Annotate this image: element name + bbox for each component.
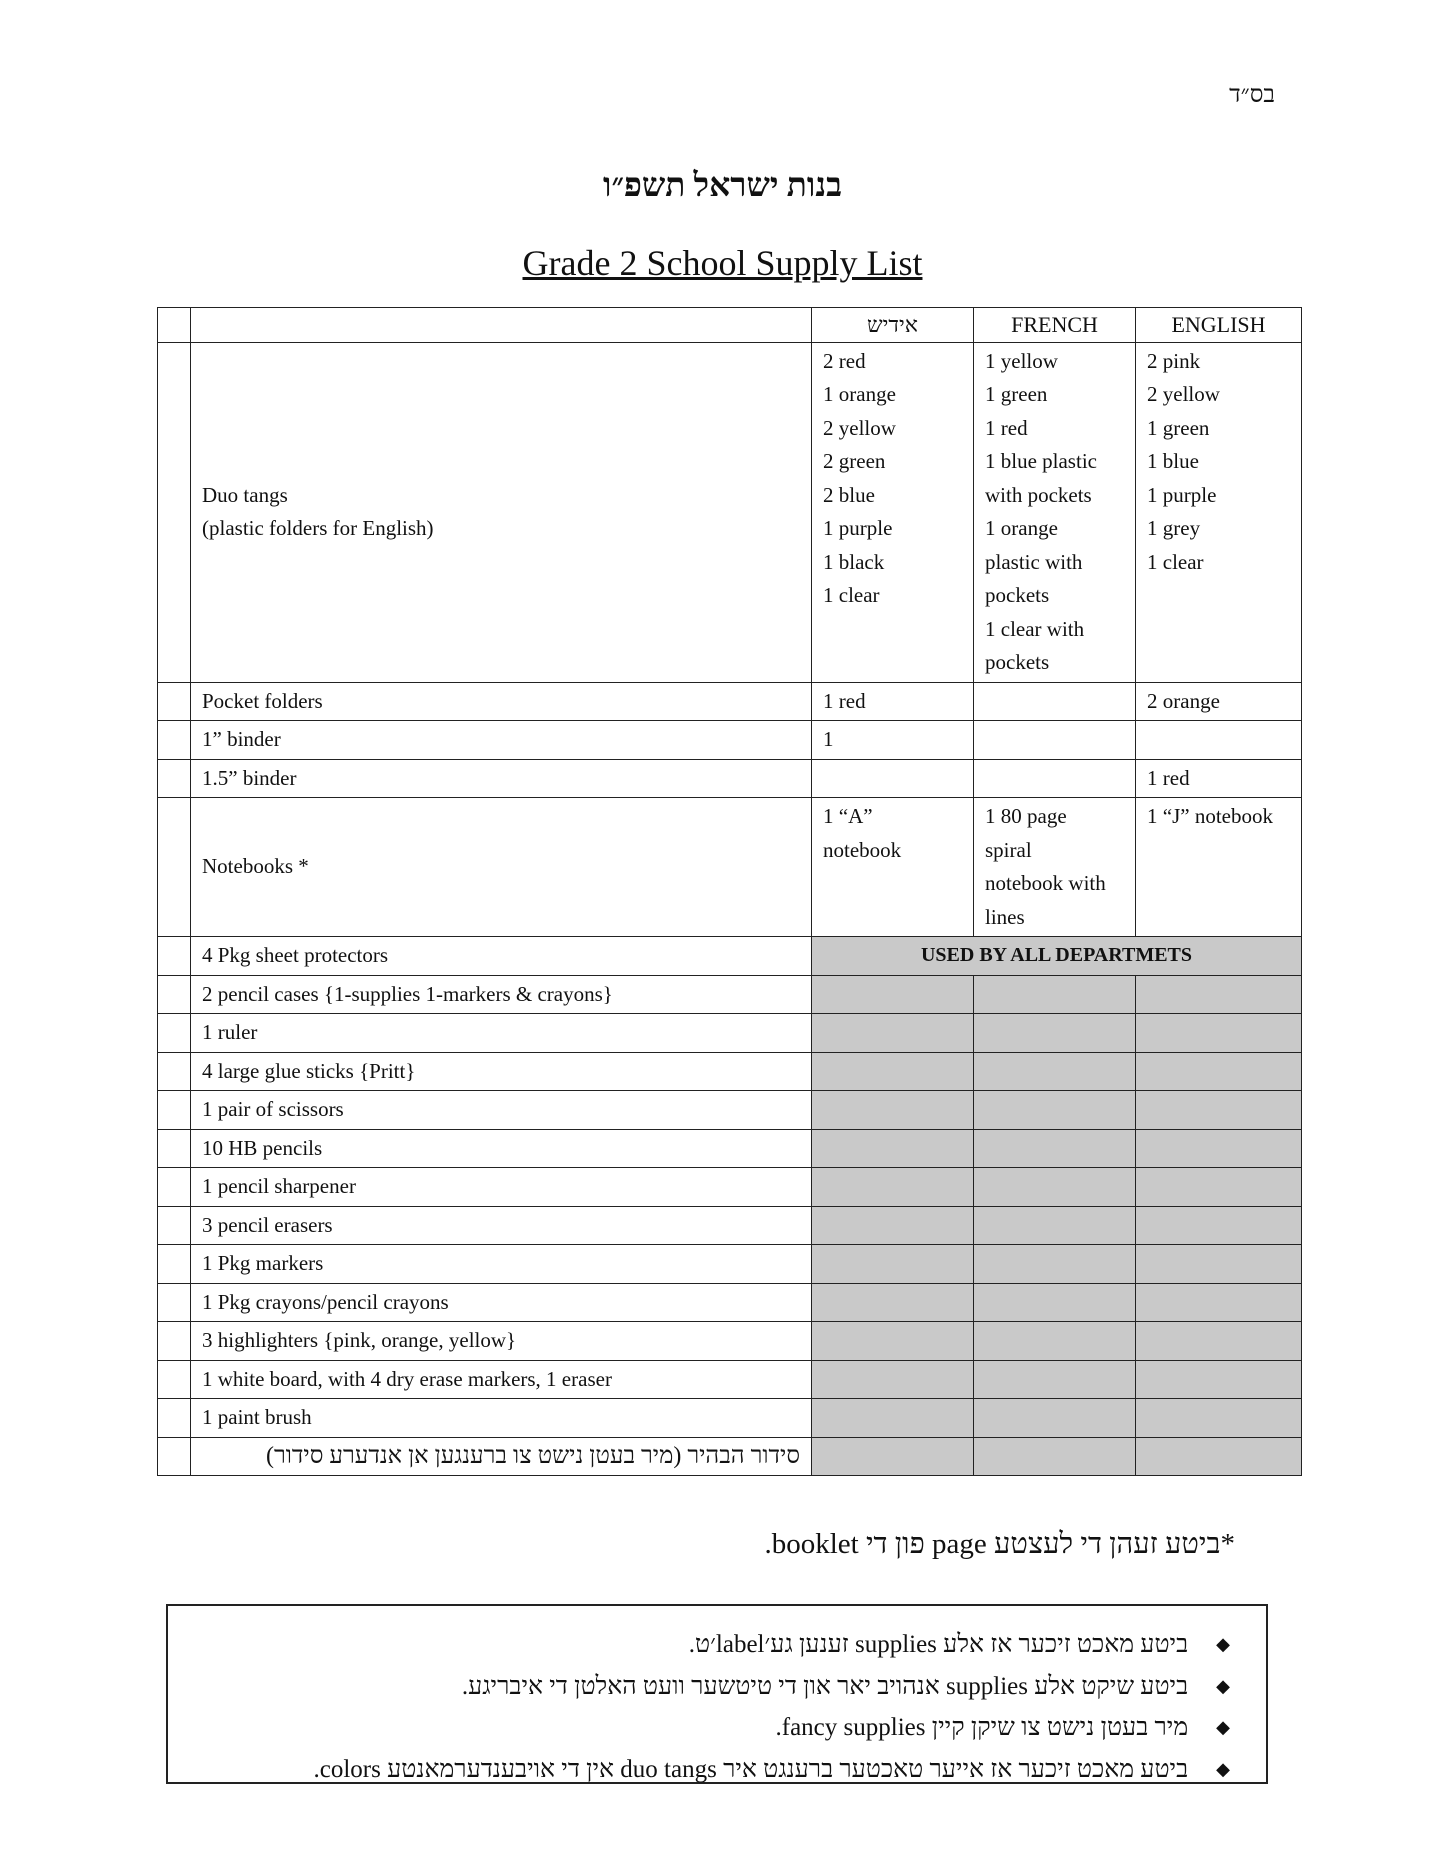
- corner-mark: בס״ד: [1229, 82, 1275, 108]
- french-cell: [974, 342, 1136, 682]
- note-item: [168, 1707, 1230, 1749]
- note-text: ביטע שיקט אלע supplies אנהויב יאר און די טיטשער וועט האלטן די איבריגע.: [461, 1672, 1189, 1700]
- item-cell: [191, 721, 812, 760]
- shaded-cell: [1136, 1206, 1302, 1245]
- shaded-cell: [974, 1091, 1136, 1130]
- shaded-cell: [974, 1360, 1136, 1399]
- cell-line: with pockets: [985, 482, 1092, 507]
- french-cell: [974, 682, 1136, 721]
- shaded-cell: [1136, 1052, 1302, 1091]
- cell-line: 1 “J” notebook: [1147, 804, 1273, 828]
- yiddish-cell: [812, 342, 974, 682]
- table-row: [158, 798, 1302, 937]
- table-row: [158, 975, 1302, 1014]
- note-text: מיר בעטן נישט צו שיקן קיין fancy supplies.: [775, 1714, 1189, 1741]
- item-cell: 3 highlighters {pink, orange, yellow}: [191, 1322, 812, 1361]
- footnote: *ביטע זעהן די לעצטע page פון די booklet.: [764, 1528, 1235, 1560]
- table-row: [158, 1129, 1302, 1168]
- blank-cell: [158, 937, 191, 976]
- cell-line: notebook with: [985, 871, 1106, 895]
- item-cell: 1 paint brush: [191, 1399, 812, 1438]
- shaded-cell: [812, 1283, 974, 1322]
- diamond-bullet-icon: ◆: [1216, 1634, 1230, 1654]
- shaded-cell: [974, 1052, 1136, 1091]
- table-row: [158, 937, 1302, 976]
- blank-cell: [158, 1399, 191, 1438]
- blank-cell: [158, 1437, 191, 1476]
- cell-line: (plastic folders for English): [202, 516, 434, 540]
- cell-line: 1 orange: [823, 382, 896, 406]
- cell-line: Notebooks *: [202, 854, 309, 879]
- shaded-cell: [974, 1129, 1136, 1168]
- cell-line: 1” binder: [202, 727, 281, 751]
- shaded-cell: [812, 1129, 974, 1168]
- cell-line: spiral: [985, 837, 1032, 862]
- shaded-cell: [812, 1322, 974, 1361]
- column-header: FRENCH: [974, 308, 1136, 343]
- shaded-cell: [812, 1245, 974, 1284]
- cell-line: 1 “A”: [823, 804, 873, 828]
- shaded-cell: [1136, 1245, 1302, 1284]
- cell-line: pockets: [985, 583, 1050, 607]
- cell-line: 1 yellow: [985, 348, 1058, 373]
- french-cell: [974, 721, 1136, 760]
- table-row: [158, 1245, 1302, 1284]
- shaded-cell: [1136, 1014, 1302, 1053]
- note-item: [168, 1624, 1230, 1666]
- shaded-cell: [974, 1206, 1136, 1245]
- table-row: [158, 1360, 1302, 1399]
- shaded-cell: [1136, 1399, 1302, 1438]
- item-cell: 4 Pkg sheet protectors: [191, 937, 812, 976]
- item-cell: 4 large glue sticks {Pritt}: [191, 1052, 812, 1091]
- french-cell: [974, 798, 1136, 937]
- table-row: [158, 1322, 1302, 1361]
- shaded-cell: [974, 1245, 1136, 1284]
- cell-line: 2 red: [823, 348, 866, 373]
- item-cell: 2 pencil cases {1-supplies 1-markers & crayons}: [191, 975, 812, 1014]
- column-header: אידיש: [812, 308, 974, 343]
- note-item: [168, 1666, 1230, 1708]
- cell-line: pockets: [985, 650, 1050, 674]
- blank-cell: [158, 1052, 191, 1091]
- blank-cell: [158, 721, 191, 760]
- supply-table: [157, 307, 1302, 1476]
- table-row: [158, 759, 1302, 798]
- cell-line: 2 pink: [1147, 348, 1201, 373]
- shaded-cell: [974, 1322, 1136, 1361]
- cell-line: 1 orange: [985, 516, 1058, 540]
- shaded-cell: [1136, 975, 1302, 1014]
- item-cell: 3 pencil erasers: [191, 1206, 812, 1245]
- shaded-cell: [1136, 1322, 1302, 1361]
- blank-cell: [158, 308, 191, 343]
- cell-line: plastic with: [985, 549, 1083, 574]
- blank-cell: [158, 975, 191, 1014]
- shaded-cell: [1136, 1168, 1302, 1207]
- item-cell: [191, 759, 812, 798]
- table-row: [158, 1206, 1302, 1245]
- blank-cell: [158, 1283, 191, 1322]
- shaded-cell: [812, 1360, 974, 1399]
- diamond-bullet-icon: ◆: [1216, 1675, 1230, 1696]
- item-cell: 1 white board, with 4 dry erase markers, 1 eraser: [191, 1360, 812, 1399]
- diamond-bullet-icon: ◆: [1216, 1758, 1230, 1779]
- cell-line: 1 clear: [1147, 549, 1204, 574]
- english-cell: [1136, 342, 1302, 682]
- item-cell: 1 Pkg markers: [191, 1245, 812, 1284]
- notes-box: [166, 1604, 1268, 1784]
- cell-line: notebook: [823, 837, 902, 862]
- cell-line: 2 yellow: [823, 415, 896, 440]
- cell-line: lines: [985, 904, 1025, 929]
- shaded-cell: [812, 1052, 974, 1091]
- used-by-all-label: USED BY ALL DEPARTMETS: [812, 937, 1302, 976]
- column-header: ENGLISH: [1136, 308, 1302, 343]
- table-row: [158, 1283, 1302, 1322]
- cell-line: 1 green: [985, 382, 1048, 406]
- shaded-cell: [974, 1168, 1136, 1207]
- cell-line: 1 green: [1147, 415, 1210, 440]
- cell-line: 1 purple: [823, 516, 893, 540]
- cell-line: 1 blue plastic: [985, 449, 1097, 473]
- page-title: Grade 2 School Supply List: [522, 243, 923, 283]
- note-text: ביטע מאכט זיכער אז אייער טאכטער ברענגט איר duo tangs אין די אויבענדערמאנטע colors.: [313, 1755, 1189, 1783]
- cell-line: 1: [823, 727, 834, 751]
- french-cell: [974, 759, 1136, 798]
- item-cell: 10 HB pencils: [191, 1129, 812, 1168]
- cell-line: 1 grey: [1147, 516, 1201, 540]
- table-row: [158, 1091, 1302, 1130]
- blank-cell: [158, 759, 191, 798]
- cell-line: 1 red: [1147, 765, 1190, 790]
- yiddish-cell: [812, 798, 974, 937]
- table-row: [158, 1052, 1302, 1091]
- shaded-cell: [974, 1014, 1136, 1053]
- shaded-cell: [974, 1283, 1136, 1322]
- cell-line: 2 green: [823, 449, 886, 473]
- blank-cell: [158, 1168, 191, 1207]
- blank-cell: [158, 1129, 191, 1168]
- item-cell: [191, 682, 812, 721]
- yiddish-cell: [812, 759, 974, 798]
- blank-cell: [158, 1322, 191, 1361]
- cell-line: 1.5” binder: [202, 765, 297, 790]
- cell-line: Duo tangs: [202, 482, 288, 507]
- blank-cell: [158, 1360, 191, 1399]
- cell-line: 1 black: [823, 549, 885, 574]
- shaded-cell: [812, 1399, 974, 1438]
- item-cell: 1 ruler: [191, 1014, 812, 1053]
- note-text: ביטע מאכט זיכער אז אלע supplies זענען גע׳label׳ט.: [688, 1631, 1189, 1658]
- table-row: [158, 1437, 1302, 1476]
- school-name: בנות ישראל תשפ״ו: [603, 168, 842, 204]
- blank-cell: [158, 682, 191, 721]
- shaded-cell: [812, 1168, 974, 1207]
- yiddish-cell: [812, 682, 974, 721]
- item-cell: 1 pair of scissors: [191, 1091, 812, 1130]
- shaded-cell: [974, 975, 1136, 1014]
- english-cell: [1136, 721, 1302, 760]
- cell-line: 2 blue: [823, 482, 875, 507]
- table-row: [158, 682, 1302, 721]
- cell-line: 2 orange: [1147, 688, 1220, 713]
- notes-list: [168, 1606, 1266, 1790]
- shaded-cell: [812, 1091, 974, 1130]
- table-row: [158, 342, 1302, 682]
- english-cell: [1136, 759, 1302, 798]
- blank-cell: [158, 798, 191, 937]
- blank-cell: [191, 308, 812, 343]
- cell-line: Pocket folders: [202, 688, 323, 713]
- note-item: [168, 1749, 1230, 1791]
- table-row: [158, 1014, 1302, 1053]
- item-cell: 1 pencil sharpener: [191, 1168, 812, 1207]
- blank-cell: [158, 1245, 191, 1284]
- cell-line: 1 80 page: [985, 804, 1067, 828]
- table-row: [158, 721, 1302, 760]
- header-row: [158, 308, 1302, 343]
- shaded-cell: [1136, 1360, 1302, 1399]
- diamond-bullet-icon: ◆: [1216, 1717, 1230, 1737]
- cell-line: 1 blue: [1147, 449, 1199, 473]
- cell-line: 2 yellow: [1147, 382, 1220, 406]
- blank-cell: [158, 342, 191, 682]
- shaded-cell: [1136, 1129, 1302, 1168]
- shaded-cell: [1136, 1283, 1302, 1322]
- blank-cell: [158, 1091, 191, 1130]
- shaded-cell: [1136, 1437, 1302, 1476]
- blank-cell: [158, 1206, 191, 1245]
- shaded-cell: [812, 975, 974, 1014]
- shaded-cell: [812, 1437, 974, 1476]
- cell-line: 1 purple: [1147, 482, 1217, 507]
- item-cell: סידור הבהיר (מיר בעטן נישט צו ברענגען אן אנדערע סידור): [191, 1437, 812, 1476]
- item-cell: [191, 798, 812, 937]
- cell-line: 1 clear: [823, 583, 880, 607]
- cell-line: 1 clear with: [985, 616, 1085, 641]
- item-cell: 1 Pkg crayons/pencil crayons: [191, 1283, 812, 1322]
- table-row: [158, 1168, 1302, 1207]
- shaded-cell: [1136, 1091, 1302, 1130]
- blank-cell: [158, 1014, 191, 1053]
- shaded-cell: [974, 1399, 1136, 1438]
- cell-line: 1 red: [823, 688, 866, 713]
- item-cell: [191, 342, 812, 682]
- shaded-cell: [974, 1437, 1136, 1476]
- english-cell: [1136, 798, 1302, 937]
- yiddish-cell: [812, 721, 974, 760]
- english-cell: [1136, 682, 1302, 721]
- shaded-cell: [812, 1014, 974, 1053]
- table-row: [158, 1399, 1302, 1438]
- cell-line: 1 red: [985, 415, 1028, 440]
- shaded-cell: [812, 1206, 974, 1245]
